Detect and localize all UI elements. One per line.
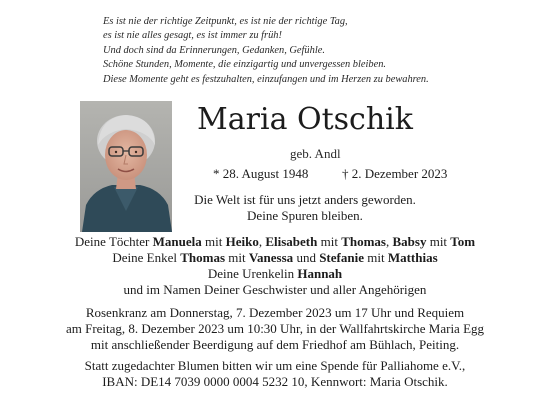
connector: mit (317, 234, 342, 249)
family-others: und im Namen Deiner Geschwister und aller Angehörigen (123, 282, 427, 297)
service-line: Rosenkranz am Donnerstag, 7. Dezember 2023 um 17 Uhr und Requiem (85, 305, 465, 320)
family-grandchildren (0, 250, 550, 266)
connector: mit (363, 250, 388, 265)
poem-line: Schöne Stunden, Momente, die einzigartig und unvergessen bleiben. (103, 59, 386, 71)
service-line: am Freitag, 8. Dezember 2023 um 10:30 Uhr, in der Wallfahrtskirche Maria Egg (65, 321, 485, 336)
person-name: Thomas (180, 250, 226, 265)
connector: mit (225, 250, 249, 265)
separator: , (385, 234, 393, 249)
family-list (0, 234, 550, 298)
memorial-poem (103, 15, 543, 87)
poem-line: es ist nie alles gesagt, es ist immer zu früh! (103, 30, 282, 42)
farewell-line: Die Welt ist für uns jetzt anders geworden. (194, 192, 416, 207)
person-name: Heiko (225, 234, 259, 249)
death-date: † 2. Dezember 2023 (342, 166, 448, 181)
person-name: Stefanie (319, 250, 364, 265)
service-details (0, 305, 550, 353)
poem-line: Diese Momente geht es festzuhalten, einzufangen und im Herzen zu bewahren. (103, 73, 429, 85)
person-name: Tom (450, 234, 476, 249)
service-line: mit anschließender Beerdigung auf dem Friedhof am Bühlach, Peiting. (90, 337, 460, 352)
donation-line: Statt zugedachter Blumen bitten wir um eine Spende für Palliahome e.V., (84, 358, 466, 373)
person-name: Vanessa (248, 250, 294, 265)
maiden-name: geb. Andl (290, 146, 341, 161)
separator: , (258, 234, 266, 249)
family-label: Deine Urenkelin (207, 266, 298, 281)
person-name: Elisabeth (265, 234, 318, 249)
family-great-grandchildren (0, 266, 550, 282)
person-name: Hannah (297, 266, 343, 281)
birth-date: * 28. August 1948 (213, 166, 309, 181)
connector: mit (426, 234, 451, 249)
poem-line: Und doch sind da Erinnerungen, Gedanken, Gefühle. (103, 44, 325, 56)
family-label: Deine Enkel (112, 250, 181, 265)
portrait-illustration (80, 101, 172, 232)
donation-line: IBAN: DE14 7039 0000 0004 5232 10, Kennwort: Maria Otschik. (102, 374, 448, 389)
family-label: Deine Töchter (74, 234, 153, 249)
person-name: Thomas (341, 234, 386, 249)
farewell-text (172, 192, 438, 224)
donation-request (0, 358, 550, 390)
person-name: Babsy (392, 234, 427, 249)
farewell-line: Deine Spuren bleiben. (247, 208, 363, 223)
person-name: Matthias (387, 250, 438, 265)
connector: und (293, 250, 320, 265)
family-daughters (0, 234, 550, 250)
portrait-photo (80, 101, 172, 232)
poem-line: Es ist nie der richtige Zeitpunkt, es ist nie der richtige Tag, (103, 16, 348, 27)
deceased-name: Maria Otschik (197, 102, 413, 137)
person-name: Manuela (152, 234, 202, 249)
connector: mit (201, 234, 226, 249)
